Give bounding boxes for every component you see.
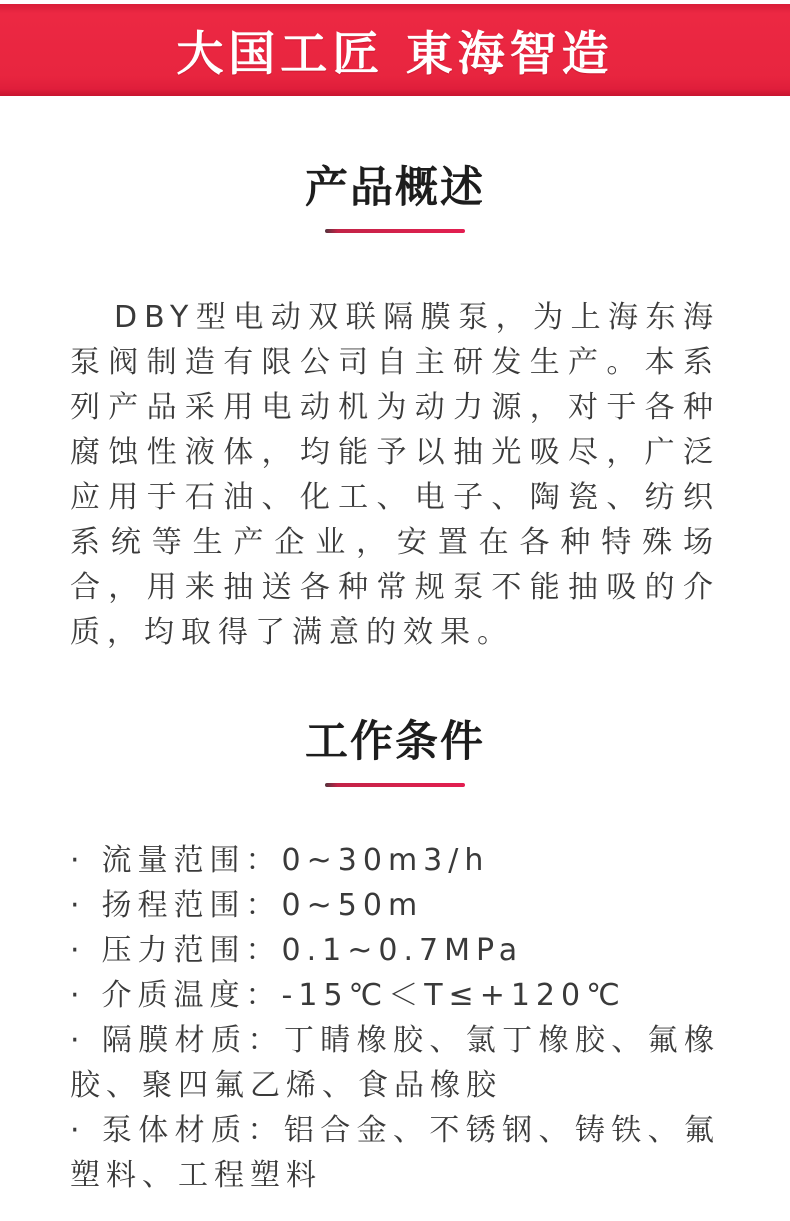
condition-label: 流量范围: [101, 843, 246, 878]
condition-separator: ：: [245, 933, 282, 968]
bullet-dot: ·: [70, 1023, 86, 1058]
condition-separator: ：: [245, 843, 282, 878]
bullet-dot: ·: [70, 1113, 86, 1148]
bullet-dot: ·: [70, 843, 86, 878]
condition-separator: ：: [245, 978, 282, 1013]
condition-separator: ：: [247, 1023, 284, 1058]
overview-paragraph: DBY型电动双联隔膜泵，为上海东海泵阀制造有限公司自主研发生产。本系列产品采用电动机为动力源，对于各种腐蚀性液体，均能予以抽光吸尽，广泛应用于石油、化工、电子、陶瓷、纺织系统等生产企业，安置在各种特殊场合，用来抽送各种常规泵不能抽吸的介质，均取得了满意的效果。: [70, 300, 720, 650]
condition-label: 隔膜材质: [101, 1023, 248, 1058]
condition-item-pressure-range: [70, 928, 720, 973]
condition-separator: ：: [245, 888, 282, 923]
condition-value: 丁睛橡胶、氯丁橡胶、氟橡胶、聚四氟乙烯、食品橡胶: [70, 1023, 721, 1103]
bullet-dot: ·: [70, 888, 86, 923]
condition-label: 泵体材质: [101, 1113, 248, 1148]
condition-item-pump-body-material: [70, 1108, 720, 1198]
condition-value: -15℃＜T≤+120℃: [281, 978, 626, 1013]
condition-label: 压力范围: [101, 933, 246, 968]
condition-item-head-range: [70, 883, 720, 928]
conditions-section-title: 工作条件: [305, 717, 485, 767]
condition-value: 0~30m3/h: [281, 843, 490, 878]
condition-value: 0.1~0.7MPa: [281, 933, 524, 968]
condition-label: 扬程范围: [101, 888, 246, 923]
overview-title-underline: [325, 229, 465, 233]
conditions-list: [70, 838, 720, 1198]
condition-item-medium-temperature: [70, 973, 720, 1018]
condition-value: 铝合金、不锈钢、铸铁、氟塑料、工程塑料: [70, 1113, 721, 1193]
conditions-title-underline: [325, 783, 465, 787]
header-banner: [0, 4, 790, 96]
bullet-dot: ·: [70, 978, 86, 1013]
bullet-dot: ·: [70, 933, 86, 968]
condition-value: 0~50m: [281, 888, 424, 923]
condition-item-diaphragm-material: [70, 1018, 720, 1108]
condition-separator: ：: [247, 1113, 284, 1148]
banner-title: 大国工匠 東海智造: [176, 26, 614, 82]
overview-section-title: 产品概述: [305, 163, 485, 213]
condition-label: 介质温度: [101, 978, 246, 1013]
condition-item-flow-range: [70, 838, 720, 883]
